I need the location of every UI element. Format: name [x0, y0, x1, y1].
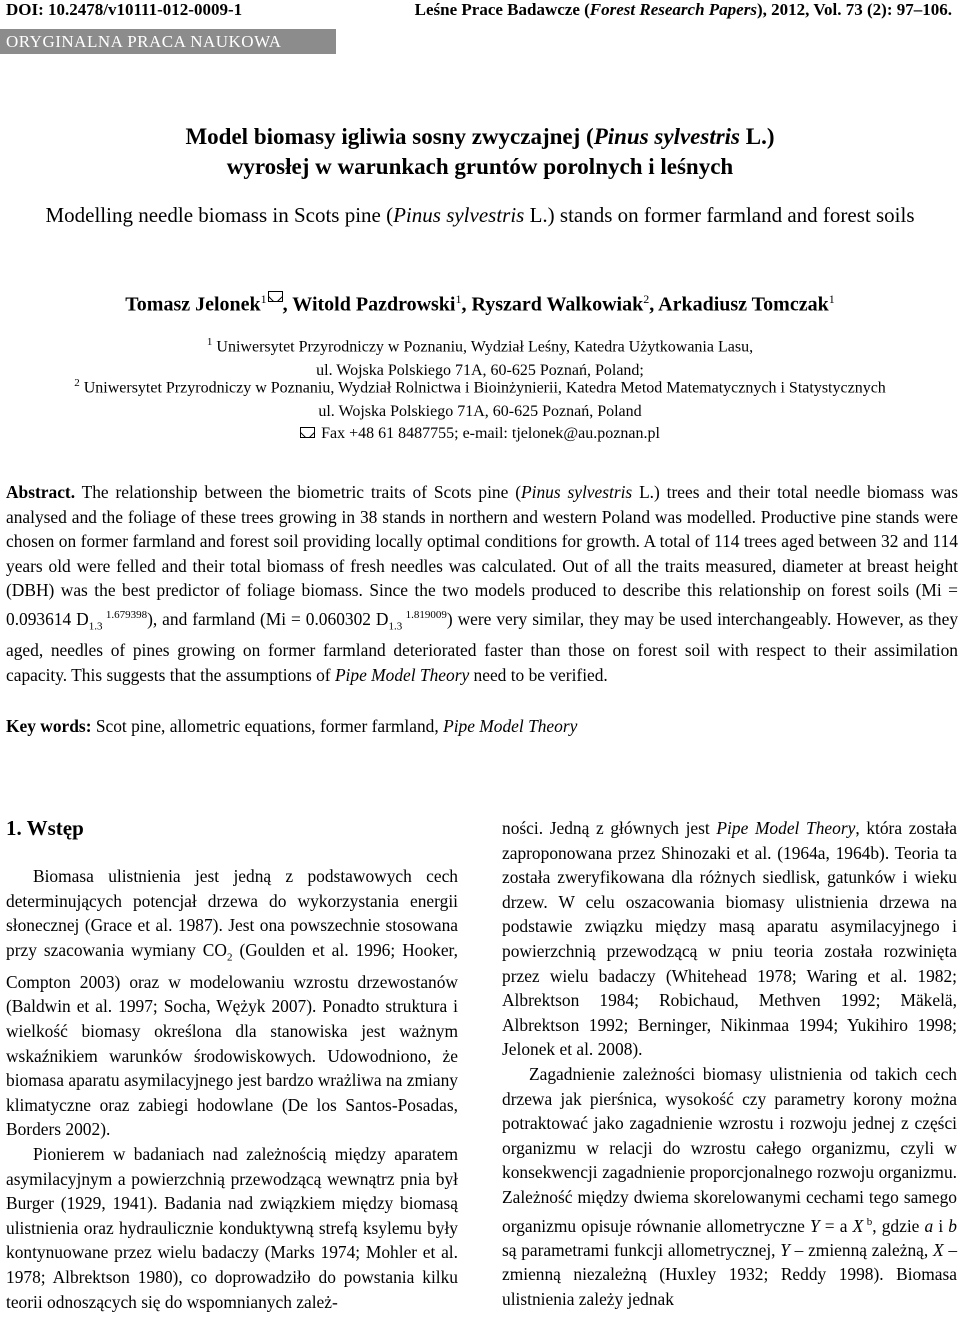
author-affiliation-mark: 1: [455, 292, 462, 306]
envelope-icon: [268, 291, 283, 302]
paragraph-text: i: [933, 1215, 949, 1236]
author-name: Tomasz Jelonek: [125, 293, 261, 316]
abstract: [6, 480, 958, 687]
paragraph-text: są parametrami funkcji allometrycznej,: [502, 1239, 781, 1260]
title-en-part: L.) stands on former farmland and forest soils: [524, 203, 915, 227]
formula-subscript: 1.3: [388, 619, 403, 632]
journal-volume: ), 2012, Vol. 73 (2): 97–106.: [756, 0, 952, 19]
affiliation-2: [0, 371, 960, 424]
contact-line: [0, 425, 960, 443]
author-affiliation-mark: 1: [828, 292, 835, 306]
paragraph: [502, 816, 957, 1062]
title-pl-species: Pinus sylvestris: [593, 124, 741, 149]
theory-name: Pipe Model Theory: [716, 818, 856, 838]
keywords-italic: Pipe Model Theory: [443, 716, 578, 736]
author-name: , Arkadiusz Tomczak: [649, 293, 829, 316]
paragraph-text: , która została zaproponowana przez Shinozaki et al. (1964a, 1964b). Teoria ta została zweryfikowana dla różnych siedlisk, gatunków i wieku drzew. W celu oszacowania biomasy ulistnienia drzewa na podstawie związku między masą aparatu asymilacyjnego i powierzchnią przewodzącą w pniu teoria została rozwinięta przez wielu badaczy (Whitehead 1978; Waring et al. 1982; Albrektson 1984; Robichaud, Methven 1992; Mäkelä, Albrektson 1992; Berninger, Nikinmaa 1994; Yukihiro 1998; Jelonek et al. 2008).: [502, 818, 957, 1060]
section-heading: 1. Wstęp: [6, 816, 84, 840]
formula-exponent: 1.679398: [102, 608, 148, 621]
title-polish: [0, 122, 960, 182]
formula-exponent: 1.819009: [402, 608, 447, 621]
paragraph-text: Zagadnienie zależności biomasy ulistnienia od takich cech drzewa jak pierśnica, wysokość czy parametry korony można potraktować jako zagadnienie wzrostu i rozwoju jednej z części organizmu w relacji do wzrostu całego organizmu, czyli w konsekwencji zagadnienie proporcjonalnego rozwoju organizmu. Zależność między dwiema skorelowanymi cechami tego samego organizmu opisuje równanie allometryczne: [502, 1063, 957, 1236]
affiliation-address: ul. Wojska Polskiego 71A, 60-625 Poznań, Poland;: [316, 362, 644, 380]
journal-english-name: Forest Research Papers: [589, 0, 757, 19]
author-list: [0, 292, 960, 317]
article-type-badge: ORYGINALNA PRACA NAUKOWA: [0, 29, 336, 54]
abstract-theory-name: Pipe Model Theory: [334, 664, 470, 685]
title-en-species: Pinus sylvestris: [393, 203, 525, 227]
title-en-part: Modelling needle biomass in Scots pine (: [45, 203, 394, 227]
subscript: 2: [226, 951, 233, 964]
variable: b: [948, 1215, 957, 1236]
doi: DOI: 10.2478/v10111-012-0009-1: [6, 0, 243, 19]
variable: X: [932, 1239, 944, 1260]
abstract-text: The relationship between the biometric traits of Scots pine (: [75, 482, 521, 502]
title-pl-part: Model biomasy igliwia sosny zwyczajnej (: [185, 124, 594, 149]
author-affiliation-mark: 2: [643, 292, 650, 306]
affiliation-mark: 2: [74, 377, 80, 389]
affiliation-text: Uniwersytet Przyrodniczy w Poznaniu, Wydział Rolnictwa i Bioinżynierii, Katedra Metod Matematycznych i Statystycznych: [79, 379, 886, 397]
abstract-species: Pinus sylvestris: [521, 482, 633, 502]
variable: a: [924, 1215, 934, 1236]
title-pl-line2: wyrosłej w warunkach gruntów porolnych i leśnych: [226, 154, 734, 179]
equation-exponent: b: [863, 1215, 873, 1228]
paragraph-text: ności. Jedną z głównych jest: [502, 818, 717, 838]
paragraph: [6, 864, 458, 1142]
affiliation-mark: 1: [206, 336, 213, 348]
contact-text: Fax +48 61 8487755; e-mail: tjelonek@au.poznan.pl: [321, 425, 660, 442]
equation-text: = a: [819, 1215, 853, 1236]
right-column: [502, 816, 957, 1312]
keywords-text: Scot pine, allometric equations, former farmland,: [91, 716, 444, 736]
left-column: [6, 864, 458, 1314]
title-pl-part: L.): [740, 124, 775, 149]
abstract-label: Abstract.: [6, 482, 76, 502]
author-name: , Ryszard Walkowiak: [461, 293, 644, 316]
journal-text: Leśne Prace Badawcze (: [414, 0, 590, 19]
abstract-text: L.) trees and their total needle biomass was analysed and the foliage of these trees growing in 38 stands in northern and western Poland was modelled. Productive pine stands were chosen on former farmland and forest soil providing locally optimal conditions for growth. A total of 114 trees aged between 32 and 114 years old were felled and their total biomass of fresh needles was calculated. Out of all the traits measured, diameter at breast height (DBH) was the best predictor of foliage biomass. Since the two models produced to describe this relationship on forest soils (Mi = 0.093614 D: [6, 482, 958, 629]
paragraph-text: – zmienną zależną,: [789, 1239, 933, 1260]
envelope-icon: [300, 427, 315, 438]
formula-subscript: 1.3: [88, 619, 103, 632]
abstract-text: ), and farmland (Mi = 0.060302 D: [147, 608, 389, 629]
title-english: [0, 201, 960, 229]
abstract-text: ) were very similar, they may be used interchangeably. However, as they aged, needles of pines growing on former farmland deteriorated faster than those on forest soil with respect to their assimilation capacity. This suggests that the assumptions of: [6, 608, 959, 685]
affiliation-address: ul. Wojska Polskiego 71A, 60-625 Poznań, Poland: [318, 403, 642, 421]
journal-citation: [415, 0, 952, 20]
author-affiliation-mark: 1: [260, 292, 267, 306]
affiliation-text: Uniwersytet Przyrodniczy w Poznaniu, Wydział Leśny, Katedra Użytkowania Lasu,: [212, 338, 754, 356]
equation-var: Y: [810, 1215, 820, 1236]
keywords-label: Key words:: [6, 716, 92, 736]
equation-var: X: [852, 1215, 864, 1236]
paragraph-text: Biomasa ulistnienia jest jedną z podstawowych cech determinujących potencjał drzewa do wykorzystania energii słonecznej (Grace et al. 1987). Jest ona powszechnie stosowana przy szacowania wymiany CO: [6, 866, 458, 960]
variable: Y: [780, 1239, 790, 1260]
paragraph-text: – zmienną niezależną (Huxley 1932; Reddy 1998). Biomasa ulistnienia zależy jednak: [502, 1239, 958, 1310]
author-name: , Witold Pazdrowski: [282, 293, 456, 316]
paragraph: [502, 1062, 957, 1312]
keywords: [6, 716, 958, 737]
paragraph-text: (Goulden et al. 1996; Hooker, Compton 2003) oraz w modelowaniu wzrostu drzewostanów (Baldwin et al. 1997; Socha, Wężyk 2007). Ponadto struktura i wielkość biomasy określona dla stanowiska jest ważnym wskaźnikiem warunków środowiskowych. Udowodniono, że biomasa aparatu asymilacyjnego jest bardzo wrażliwa na zmiany klimatyczne oraz zabiegi hodowlane (De los Santos-Posadas, Borders 2002).: [6, 939, 458, 1140]
abstract-text: need to be verified.: [469, 664, 608, 685]
paragraph-text: , gdzie: [872, 1215, 925, 1236]
paragraph: Pionierem w badaniach nad zależnością między aparatem asymilacyjnym a powierzchnią przewodzącą wewnątrz pnia był Burger (1929, 1941). Badania nad związkiem między biomasą ulistnienia oraz hydraulicznie konduktywną strefą ksylemu były kontynuowane przez wielu badaczy (Marks 1974; Mohler et al. 1978; Albrektson 1980), co doprowadziło do powstania kilku teorii odnoszących się do wspomnianych zależ-: [6, 1144, 458, 1312]
